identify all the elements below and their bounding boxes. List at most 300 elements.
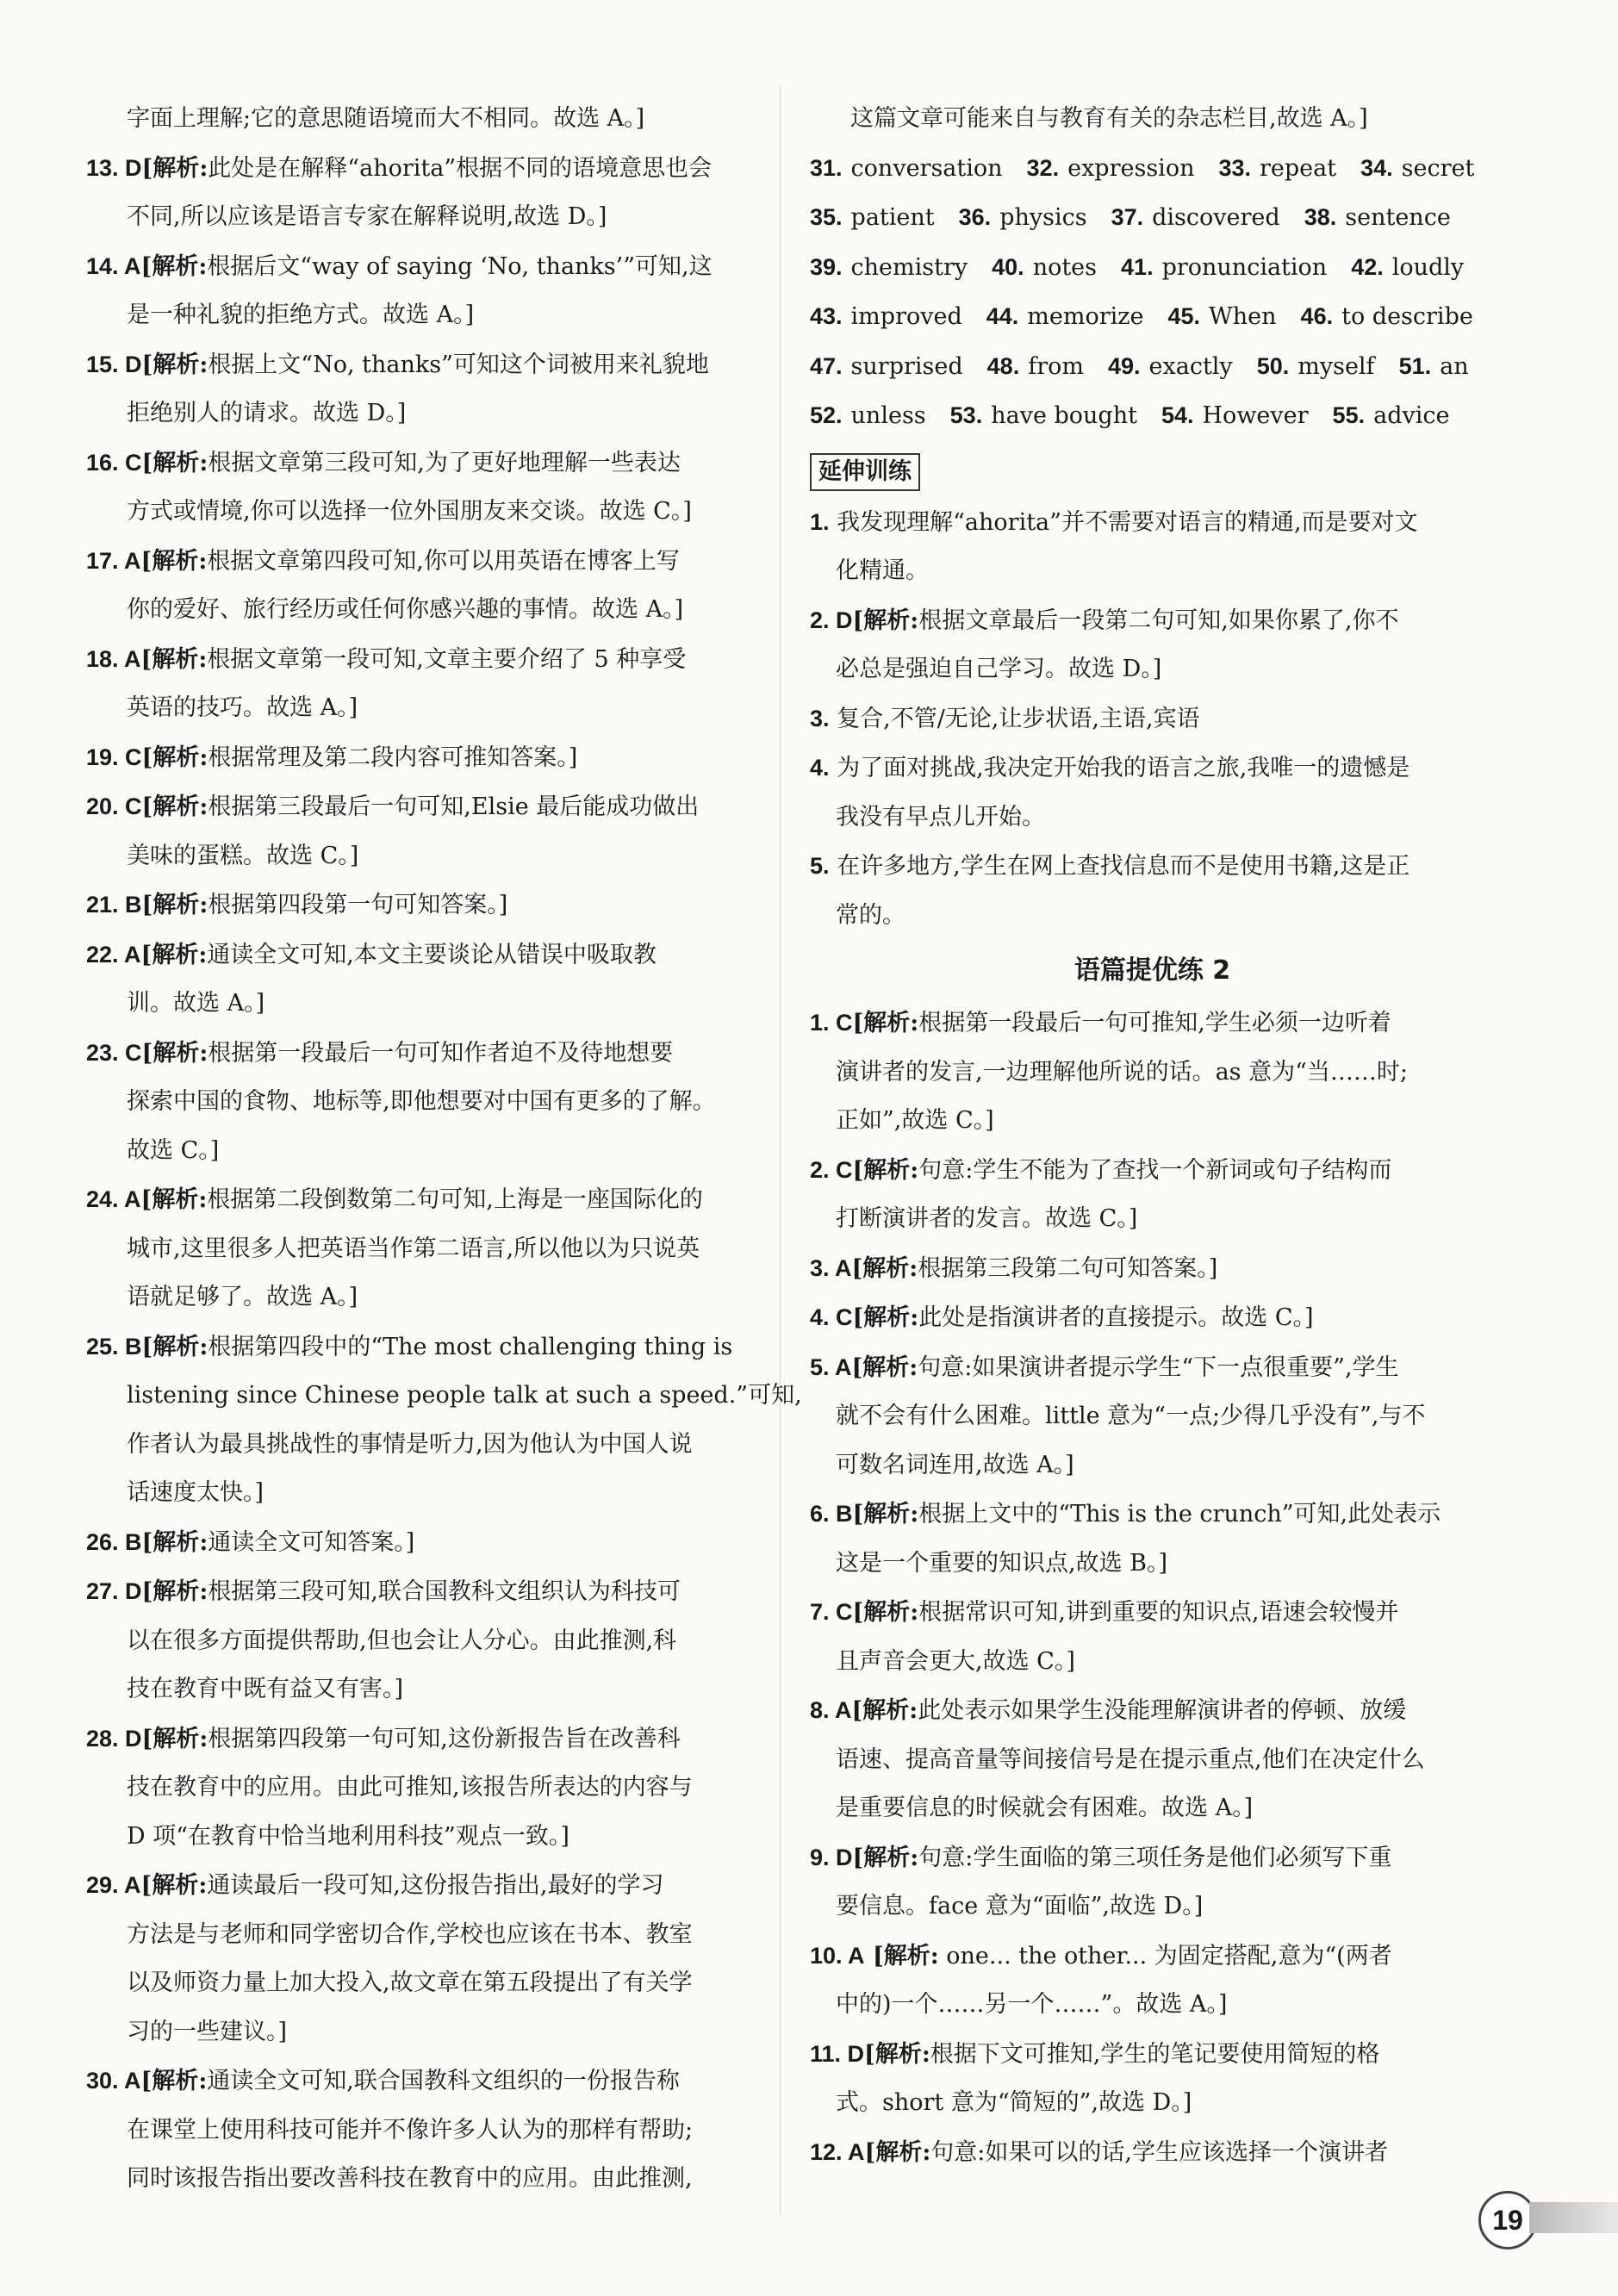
- explanation-text: 根据第二段倒数第二句可知,上海是一座国际化的: [207, 1186, 703, 1213]
- explanation-text: 习的一些建议。]: [127, 2018, 288, 2045]
- item-number: 1.: [810, 1010, 830, 1036]
- answer-item: [86, 439, 750, 488]
- item-number: 1.: [810, 508, 830, 535]
- answer-word: to describe: [1341, 303, 1473, 330]
- answer-number: 40.: [992, 253, 1024, 280]
- answer-word: repeat: [1260, 154, 1337, 182]
- answer-letter: D: [829, 607, 853, 633]
- item-number: 29.: [86, 1872, 119, 1898]
- answer-number: 32.: [1026, 154, 1060, 181]
- answer-item: [86, 242, 750, 292]
- item-number: 3.: [810, 705, 830, 731]
- answer-cell: [1351, 254, 1464, 281]
- explanation-text: 我没有早点儿开始。: [836, 803, 1045, 831]
- answer-continuation: [810, 1882, 1495, 1932]
- answer-word: advice: [1373, 402, 1450, 429]
- explanation-text: 根据文章第三段可知,为了更好地理解一些表达: [208, 449, 681, 476]
- item-number: 19.: [86, 744, 119, 770]
- answer-letter: C: [829, 1599, 853, 1625]
- answer-letter: B: [118, 1333, 142, 1360]
- explanation-text: 且声音会更大,故选 C。]: [836, 1647, 1075, 1675]
- answer-item: [810, 999, 1495, 1048]
- item-number: 2.: [810, 607, 830, 633]
- answer-letter: D: [118, 1578, 142, 1604]
- answer-item: [810, 596, 1495, 646]
- analysis-tag: [解析:: [852, 1010, 919, 1036]
- answer-continuation: [86, 1127, 750, 1176]
- answer-number: 50.: [1256, 352, 1290, 379]
- answer-cell: [810, 254, 968, 281]
- answer-number: 44.: [986, 303, 1019, 329]
- item-number: 16.: [86, 449, 119, 476]
- answer-cell: [1167, 303, 1276, 330]
- answer-item: [810, 1686, 1495, 1736]
- answer-number: 55.: [1332, 402, 1366, 428]
- item-number: 23.: [86, 1039, 119, 1066]
- explanation-text: 技在教育中的应用。由此可推知,该报告所表达的内容与: [127, 1774, 693, 1801]
- answer-cell: [959, 204, 1087, 231]
- left-column: [86, 95, 802, 2204]
- answer-item: [86, 782, 750, 832]
- answer-number: 42.: [1351, 253, 1384, 280]
- answer-item: [86, 1518, 750, 1568]
- answer-continuation: [86, 488, 750, 537]
- answer-letter: C: [118, 744, 142, 770]
- answer-continuation: [810, 1784, 1495, 1833]
- answer-continuation: [86, 586, 750, 635]
- answer-cell: [1218, 155, 1336, 182]
- explanation-text: 技在教育中既有益又有害。]: [127, 1676, 404, 1702]
- explanation-text: 根据第三段可知,联合国教科文组织认为科技可: [208, 1578, 681, 1605]
- answer-item: [810, 1833, 1495, 1883]
- answer-item: [86, 930, 750, 980]
- answer-word: notes: [1032, 253, 1098, 281]
- item-number: 17.: [86, 547, 119, 574]
- answer-word: exactly: [1148, 352, 1233, 380]
- explanation-text: 同时该报告指出要改善科技在教育中的应用。由此推测,: [127, 2165, 693, 2192]
- answer-row: [810, 391, 1495, 441]
- answer-item: [86, 1714, 750, 1764]
- explanation-text: 在许多地方,学生在网上查找信息而不是使用书籍,这是正: [829, 853, 1410, 880]
- analysis-tag: [解析:: [140, 252, 208, 280]
- answer-word: loudly: [1391, 253, 1465, 281]
- explanation-text: 我发现理解“ahorita”并不需要对语言的精通,而是要对文: [829, 508, 1418, 536]
- answer-cell: [1108, 353, 1233, 380]
- explanation-text: 在课堂上使用科技可能并不像许多人认为的那样有帮助;: [127, 2116, 694, 2144]
- answer-number: 38.: [1304, 204, 1337, 230]
- answer-continuation: [810, 892, 1495, 941]
- item-number: 18.: [86, 645, 119, 672]
- answer-continuation: [86, 1617, 750, 1666]
- answer-letter: A: [829, 1353, 852, 1380]
- answer-row: [810, 144, 1495, 194]
- answer-continuation: [86, 1911, 750, 1960]
- answer-cell: [810, 353, 963, 380]
- answer-item: [810, 498, 1495, 548]
- answer-letter: D: [118, 154, 142, 181]
- continued-answer-line: 这篇文章可能来自与教育有关的杂志栏目,故选 A。]: [850, 105, 1368, 132]
- answer-word: memorize: [1027, 303, 1144, 330]
- answer-cell: [987, 353, 1084, 380]
- explanation-text: 训。故选 A。]: [127, 990, 265, 1017]
- explanation-text: D 项“在教育中恰当地利用科技”观点一致。]: [127, 1822, 569, 1850]
- answer-continuation: [810, 1048, 1495, 1098]
- answer-letter: A: [829, 1697, 852, 1723]
- page-corner-tab: [1529, 2202, 1618, 2233]
- analysis-tag: [解析:: [864, 2040, 930, 2068]
- analysis-tag: [解析:: [852, 1844, 919, 1871]
- answer-letter: A: [118, 645, 141, 672]
- answer-continuation: [810, 645, 1495, 694]
- explanation-text: 此处是在解释“ahorita”根据不同的语境意思也会: [208, 154, 713, 182]
- answer-cell: [1399, 353, 1469, 380]
- answer-continuation: [86, 1372, 802, 1421]
- analysis-tag: [解析:: [852, 1599, 919, 1626]
- answer-number: 54.: [1161, 402, 1194, 428]
- answer-letter: C: [829, 1156, 853, 1183]
- explanation-text: 根据第四段第一句可知答案。]: [208, 892, 508, 918]
- answer-item: [86, 635, 750, 685]
- answer-number: 52.: [810, 402, 843, 428]
- answer-continuation: [86, 2155, 750, 2204]
- explanation-text: 常的。: [836, 901, 905, 929]
- analysis-tag: [解析:: [140, 645, 208, 673]
- explanation-text: 语就足够了。故选 A。]: [127, 1284, 358, 1310]
- analysis-tag: [解析:: [141, 351, 208, 378]
- item-number: 28.: [86, 1725, 119, 1752]
- explanation-text: one... the other... 为固定搭配,意为“(两者: [938, 1942, 1392, 1969]
- answer-cell: [1304, 204, 1451, 231]
- item-number: 4.: [810, 755, 830, 781]
- answer-number: 49.: [1107, 352, 1141, 379]
- answer-item: [86, 2056, 750, 2106]
- answer-word: sentence: [1345, 204, 1451, 231]
- answer-continuation: [86, 832, 750, 881]
- answer-item: [810, 694, 1495, 744]
- analysis-tag: [解析:: [140, 1872, 208, 1899]
- answer-continuation: [86, 1273, 750, 1322]
- explanation-text: 中的)一个……另一个……”。故选 A。]: [836, 1991, 1228, 2018]
- answer-number: 35.: [810, 204, 843, 230]
- analysis-tag: [解析:: [140, 547, 208, 575]
- answer-cell: [1121, 254, 1327, 281]
- analysis-tag: [解析:: [852, 1156, 919, 1184]
- analysis-tag: [解析:: [141, 154, 208, 182]
- answer-letter: A: [118, 941, 141, 968]
- explanation-text: 可数名词连用,故选 A。]: [836, 1451, 1074, 1478]
- explanation-text: 根据文章最后一段第二句可知,如果你累了,你不: [918, 607, 1399, 634]
- item-number: 13.: [86, 154, 119, 181]
- answer-cell: [810, 155, 1003, 182]
- extension-training-heading: 延伸训练: [810, 453, 920, 491]
- answer-cell: [1360, 155, 1474, 182]
- analysis-tag: [解析:: [141, 793, 208, 820]
- answer-continuation: [810, 1981, 1495, 2030]
- answer-letter: D: [118, 1725, 142, 1752]
- explanation-text: 通读最后一段可知,这份报告指出,最好的学习: [207, 1872, 664, 1899]
- answer-letter: D: [841, 2040, 865, 2067]
- explanation-text: 就不会有什么困难。little 意为“一点;少得几乎没有”,与不: [836, 1403, 1426, 1429]
- answer-item: [86, 340, 750, 390]
- answer-cell: [1301, 303, 1473, 330]
- explanation-text: 城市,这里很多人把英语当作第二语言,所以他以为只说英: [127, 1235, 700, 1262]
- answer-cell: [1027, 155, 1195, 182]
- answer-item: [86, 537, 750, 587]
- answer-cell: [1257, 353, 1375, 380]
- answer-letter: C: [118, 793, 142, 819]
- answer-continuation: [810, 547, 1495, 596]
- answer-number: 46.: [1300, 303, 1334, 329]
- answer-continuation: [86, 1813, 750, 1862]
- answer-number: 36.: [958, 204, 992, 230]
- answer-continuation: [86, 1764, 750, 1813]
- analysis-tag: [解析:: [141, 1578, 208, 1605]
- answer-letter: D: [829, 1844, 853, 1870]
- answer-item: [86, 880, 750, 930]
- explanation-text: 是重要信息的时候就会有困难。故选 A。]: [836, 1795, 1254, 1821]
- answer-word: improved: [850, 303, 962, 330]
- answer-item: [810, 1343, 1495, 1393]
- analysis-tag: [解析:: [140, 2068, 208, 2094]
- answer-number: 48.: [986, 352, 1020, 379]
- answer-continuation: [810, 1195, 1495, 1244]
- answer-number: 39.: [810, 253, 843, 280]
- answer-number: 31.: [810, 154, 843, 181]
- item-number: 10.: [810, 1942, 843, 1969]
- answer-continuation: [810, 2079, 1495, 2128]
- answer-continuation: [86, 291, 750, 340]
- explanation-text: 根据第三段最后一句可知,Elsie 最后能成功做出: [208, 793, 700, 820]
- answer-letter: D: [118, 351, 142, 377]
- item-number: 4.: [810, 1304, 830, 1330]
- item-number: 30.: [86, 2068, 119, 2094]
- answer-continuation: [86, 389, 750, 439]
- answer-cell: [1333, 402, 1450, 429]
- explanation-text: 式。short 意为“简短的”,故选 D。]: [836, 2089, 1192, 2116]
- answer-number: 47.: [810, 352, 843, 379]
- answer-word: have bought: [991, 402, 1137, 429]
- answer-word: However: [1202, 402, 1309, 429]
- answer-item: [810, 1490, 1495, 1540]
- answer-item: [810, 1588, 1495, 1638]
- answer-key-grid: [810, 144, 1495, 441]
- analysis-tag: [解析:: [852, 1304, 919, 1331]
- answer-word: secret: [1401, 154, 1475, 182]
- answer-item: [86, 1567, 750, 1617]
- explanation-text: 通读全文可知,联合国教科文组织的一份报告称: [207, 2068, 680, 2094]
- item-number: 24.: [86, 1186, 119, 1212]
- answer-continuation: [86, 980, 750, 1029]
- answer-row: [810, 243, 1495, 293]
- column-divider: [780, 86, 781, 2214]
- analysis-tag: [解析:: [851, 1697, 918, 1724]
- answer-continuation: [86, 95, 750, 144]
- item-number: 3.: [810, 1254, 830, 1281]
- answer-continuation: [86, 193, 750, 242]
- answer-word: an: [1440, 352, 1469, 380]
- answer-item: [810, 2030, 1495, 2080]
- answer-word: conversation: [850, 154, 1003, 182]
- item-number: 14.: [86, 252, 119, 279]
- answer-letter: A: [118, 252, 141, 279]
- analysis-tag: [解析:: [141, 1039, 208, 1067]
- answer-word: physics: [999, 204, 1087, 231]
- explanation-text: 根据第四段第一句可知,这份新报告旨在改善科: [208, 1725, 681, 1752]
- explanation-text: 此处是指演讲者的直接提示。故选 C。]: [918, 1304, 1314, 1331]
- item-number: 6.: [810, 1501, 830, 1527]
- explanation-text: 美味的蛋糕。故选 C。]: [127, 842, 359, 869]
- explanation-text: 根据上文中的“This is the crunch”可知,此处表示: [918, 1501, 1441, 1528]
- analysis-tag: [解析:: [141, 744, 208, 771]
- answer-item: [810, 842, 1495, 892]
- answer-word: chemistry: [850, 253, 968, 281]
- answer-item: [86, 1322, 750, 1372]
- explanation-text: 根据第一段最后一句可知作者迫不及待地想要: [208, 1039, 674, 1067]
- analysis-tag: [解析:: [864, 2138, 931, 2166]
- answer-word: expression: [1067, 154, 1195, 182]
- explanation-text: 根据常理及第二段内容可推知答案。]: [208, 744, 578, 771]
- answer-item: [810, 2128, 1495, 2178]
- explanation-text: 演讲者的发言,一边理解他所说的话。as 意为“当……时;: [836, 1058, 1409, 1086]
- explanation-text: 拒绝别人的请求。故选 D。]: [127, 400, 407, 426]
- answer-row: [810, 292, 1495, 342]
- item-number: 25.: [86, 1333, 119, 1360]
- item-number: 26.: [86, 1528, 119, 1555]
- explanation-text: 句意:学生不能为了查找一个新词或句子结构而: [918, 1156, 1392, 1184]
- item-number: 27.: [86, 1578, 119, 1604]
- explanation-text: 以在很多方面提供帮助,但也会让人分心。由此推测,科: [127, 1627, 677, 1654]
- item-number: 8.: [810, 1697, 830, 1723]
- answer-number: 33.: [1218, 154, 1252, 181]
- explanation-text: 根据上文“No, thanks”可知这个词被用来礼貌地: [208, 351, 709, 378]
- answer-continuation: [86, 1469, 750, 1518]
- answer-letter: B: [118, 1528, 142, 1555]
- answer-word: discovered: [1152, 204, 1280, 231]
- answer-item: [86, 1175, 750, 1225]
- answer-continuation: [810, 1638, 1495, 1687]
- explanation-text: 故选 C。]: [127, 1136, 220, 1164]
- explanation-text: 字面上理解;它的意思随语境而大不相同。故选 A。]: [127, 105, 645, 132]
- answer-continuation: [86, 1421, 750, 1470]
- item-number: 12.: [810, 2138, 843, 2165]
- answer-word: patient: [850, 204, 935, 231]
- answer-number: 51.: [1398, 352, 1432, 379]
- answer-continuation: [86, 2008, 750, 2057]
- answer-number: 43.: [810, 303, 843, 329]
- analysis-tag: [解析:: [852, 1501, 919, 1528]
- item-number: 22.: [86, 941, 119, 968]
- analysis-tag: [解析:: [851, 1353, 918, 1381]
- explanation-text: 根据第一段最后一句可推知,学生必须一边听着: [918, 1010, 1391, 1036]
- explanation-text: 根据文章第四段可知,你可以用英语在博客上写: [207, 547, 680, 575]
- item-number: 7.: [810, 1599, 830, 1625]
- section-title: 语篇提优练 2: [1073, 955, 1231, 986]
- analysis-tag: [解析:: [141, 449, 208, 476]
- answer-number: 37.: [1111, 204, 1144, 230]
- explanation-text: 句意:学生面临的第三项任务是他们必须写下重: [918, 1844, 1392, 1871]
- answer-number: 41.: [1121, 253, 1154, 280]
- answer-cell: [1111, 204, 1280, 231]
- explanation-text: 必总是强迫自己学习。故选 D。]: [836, 656, 1162, 682]
- answer-continuation: [86, 684, 750, 733]
- analysis-tag: [解析:: [140, 1186, 208, 1213]
- answer-cell: [992, 254, 1097, 281]
- answer-cell: [810, 204, 935, 231]
- answer-continuation: [86, 1959, 750, 2008]
- explanation-text: 正如”,故选 C。]: [836, 1107, 994, 1134]
- answer-item: [810, 744, 1495, 793]
- answer-continuation: [810, 1441, 1495, 1490]
- explanation-text: 复合,不管/无论,让步状语,主语,宾语: [829, 705, 1200, 732]
- explanation-text: 根据常识可知,讲到重要的知识点,语速会较慢并: [918, 1599, 1399, 1626]
- answer-item: [810, 1244, 1495, 1294]
- answer-item: [86, 1861, 750, 1911]
- answer-letter: A: [842, 2138, 865, 2165]
- answer-row: [810, 193, 1495, 243]
- explanation-text: 根据第四段中的“The most challenging thing is: [208, 1333, 733, 1360]
- analysis-tag: [解析:: [141, 1333, 208, 1360]
- answer-number: 34.: [1360, 154, 1393, 181]
- answer-word: pronunciation: [1161, 253, 1328, 281]
- analysis-tag: [解析:: [852, 607, 919, 634]
- explanation-text: 根据第三段第二句可知答案。]: [918, 1254, 1218, 1282]
- explanation-text: 不同,所以应该是语言专家在解释说明,故选 D。]: [127, 203, 607, 230]
- answer-cell: [950, 402, 1137, 429]
- explanation-text: 探索中国的食物、地标等,即他想要对中国有更多的了解。: [127, 1088, 716, 1115]
- explanation-text: 以及师资力量上加大投入,故文章在第五段提出了有关学: [127, 1969, 693, 1996]
- answer-letter: A: [118, 2068, 141, 2094]
- answer-item: [810, 1932, 1495, 1982]
- answer-word: myself: [1298, 352, 1375, 380]
- answer-continuation: [86, 1225, 750, 1274]
- answer-item: [810, 1146, 1495, 1196]
- answer-letter: A: [118, 1872, 141, 1898]
- explanation-text: 化精通。: [836, 557, 929, 584]
- answer-letter: C: [118, 449, 142, 476]
- item-number: 11.: [810, 2040, 842, 2067]
- explanation-text: 句意:如果可以的话,学生应该选择一个演讲者: [930, 2138, 1388, 2166]
- item-number: 21.: [86, 892, 119, 918]
- explanation-text: 为了面对挑战,我决定开始我的语言之旅,我唯一的遗憾是: [829, 755, 1410, 781]
- explanation-text: 方法是与老师和同学密切合作,学校也应该在书本、教室: [127, 1920, 693, 1948]
- answer-continuation: [810, 1736, 1495, 1785]
- explanation-text: 话速度太快。]: [127, 1479, 264, 1506]
- answer-word: unless: [850, 402, 926, 429]
- explanation-text: 根据后文“way of saying ‘No, thanks’”可知,这: [207, 252, 713, 280]
- answer-continuation: [810, 1097, 1495, 1146]
- answer-continuation: [810, 1392, 1495, 1441]
- answer-cell: [986, 303, 1144, 330]
- item-number: 15.: [86, 351, 119, 377]
- answer-letter: C: [829, 1010, 853, 1036]
- item-number: 9.: [810, 1844, 830, 1870]
- analysis-tag: [解析:: [141, 1528, 208, 1556]
- item-number: 20.: [86, 793, 119, 819]
- answer-item: [86, 1029, 750, 1079]
- answer-continuation: [86, 1078, 750, 1127]
- explanation-text: 语速、提高音量等间接信号是在提示重点,他们在决定什么: [836, 1745, 1425, 1773]
- explanation-text: 英语的技巧。故选 A。]: [127, 694, 358, 721]
- answer-letter: A: [842, 1942, 865, 1969]
- item-number: 2.: [810, 1156, 830, 1183]
- explanation-text: 这是一个重要的知识点,故选 B。]: [836, 1549, 1168, 1577]
- answer-letter: B: [118, 892, 142, 918]
- answer-letter: A: [118, 547, 141, 574]
- answer-continuation: [86, 1665, 750, 1714]
- answer-continuation: [810, 793, 1495, 843]
- answer-cell: [1161, 402, 1309, 429]
- explanation-text: 打断演讲者的发言。故选 C。]: [836, 1205, 1138, 1232]
